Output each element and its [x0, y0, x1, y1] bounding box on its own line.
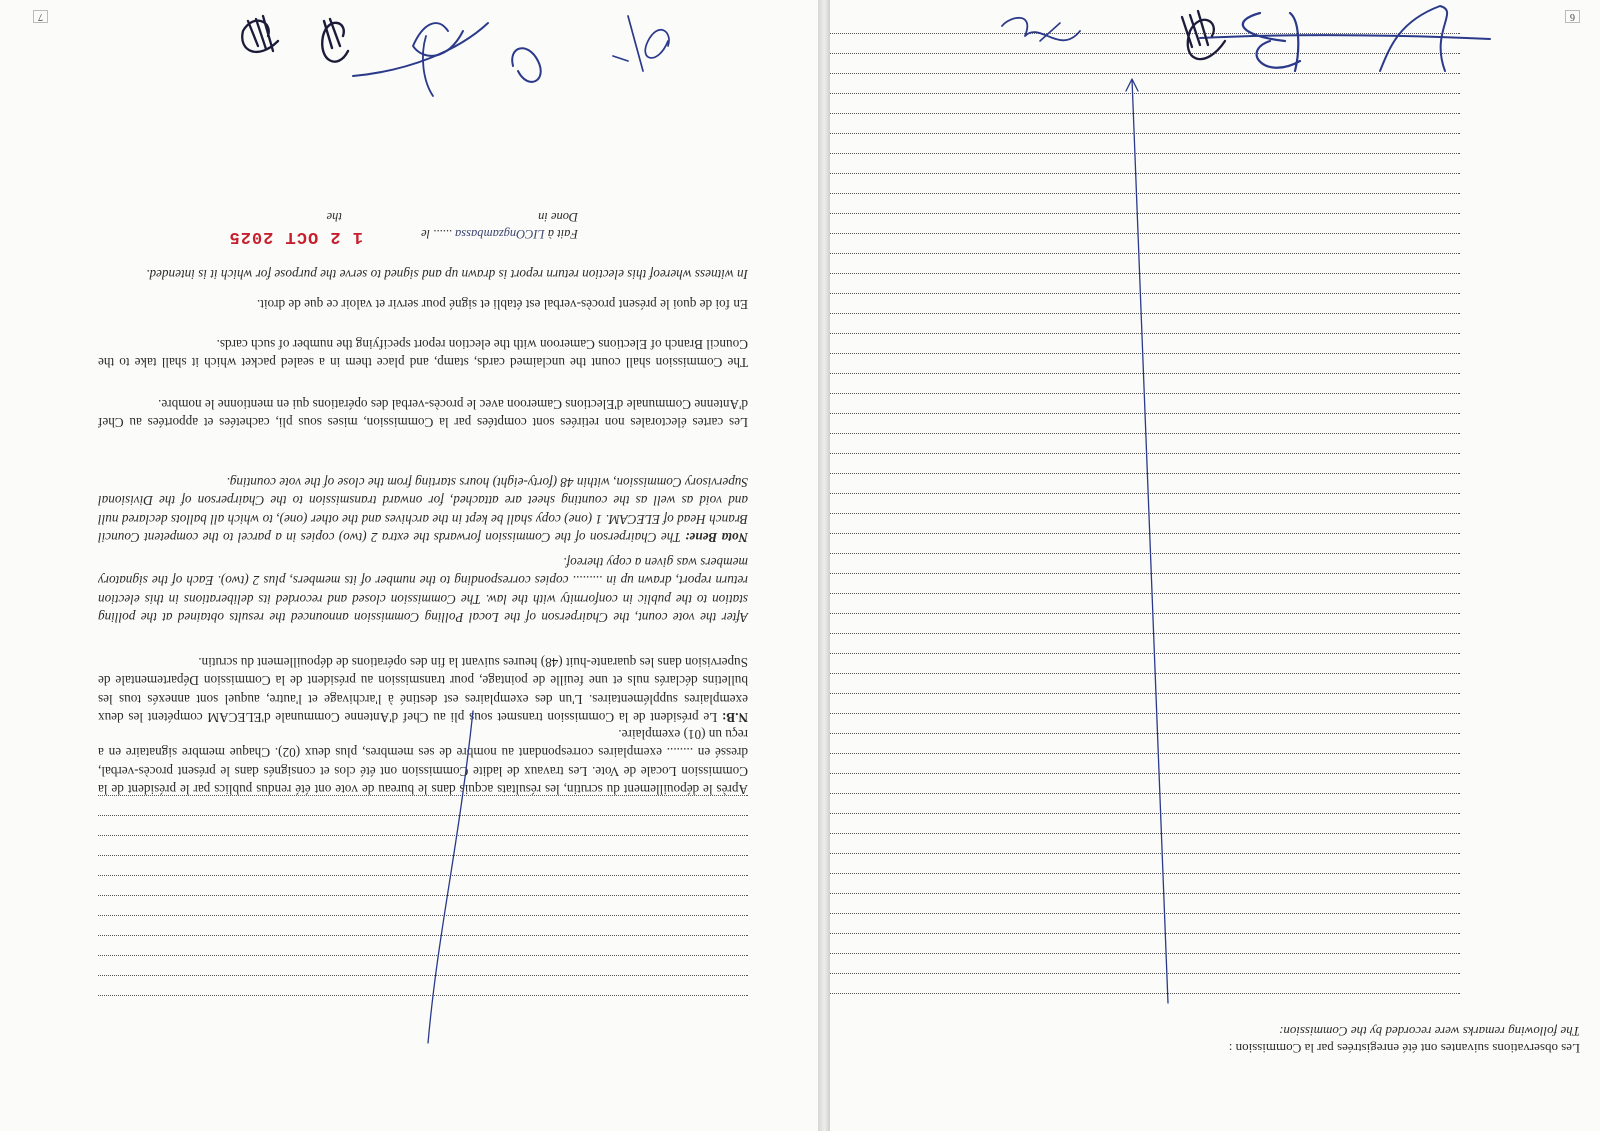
signature-c: [353, 23, 541, 96]
nota-bene-label: Nota Bene:: [685, 530, 748, 545]
signature-4: [1002, 18, 1080, 41]
signature-a: [242, 16, 818, 1131]
place-handwritten: LICOngzambassa: [455, 227, 545, 241]
paragraph-fr-closing: Après le dépouillement du scrutin, les résultats acquis dans le bureau de vote ont été rendus publics par le président de la Commission Locale de Vote. Les travaux de ladite Commission ont été clos et consignés dans le présent procès-verbal, dressé en ........ exemplaires correspondant au nombre de ses membres, plus deux (02). Chaque membre signataire en a reçu un (01) exemplaire.: [98, 726, 748, 797]
book-gutter: [818, 0, 830, 1131]
date-stamp: 1 2 OCT 2025: [228, 227, 363, 246]
nb-text: Le président de la Commission transmet sous pli au Chef d'Antenne Communale d'ELECAM compétent les deux exemplaires supplémentaires. L'un des exemplaires est destiné à l'archivage et l'autre, auquel sont annexés tous les bulletins déclarés nuls et une feuille de pointage, pour transmission au président de la Commission Départementale de Supervision dans les quarante-huit (48) heures suivant la fin des opérations de dépouillement du scrutin.: [98, 654, 748, 725]
the-label: the: [326, 210, 342, 224]
signature-1: [1200, 6, 1490, 71]
nb-label: N.B:: [721, 710, 748, 725]
page-number: 7: [33, 11, 48, 22]
signatures-page-6: [830, 0, 1600, 1131]
paragraph-fr-cards: Les cartes électorales non retirées sont comptées par la Commission, mises sous pli, cachetées et apportées au Chef d'Antenne Communale d'Elections Cameroon avec le procès-verbal des opérations qui en mentionne le nombre.: [98, 396, 748, 430]
signature-2: [1243, 13, 1300, 71]
signature-3: [1182, 11, 1225, 59]
signed-place-date: Fait à LICOngzambassa ...... le Done in the: [326, 210, 578, 241]
remarks-heading-en: The following remarks were recorded by the Commission:: [1278, 1024, 1580, 1039]
signature-b: [322, 19, 348, 62]
page-number: 6: [1565, 11, 1580, 22]
fait-a-label: Fait à: [547, 227, 578, 241]
paragraph-en-witness: In witness whereof this election return report is drawn up and signed to serve the purpose for which it is intended.: [146, 267, 748, 282]
paragraph-en-cards: The Commission shall count the unclaimed cards, stamp, and place them in a sealed packet which it shall take to the Council Branch of Elections Cameroon with the election report specifying the number of such cards.: [98, 336, 748, 370]
remarks-heading-fr: Les observations suivantes ont été enregistrées par la Commission :: [1228, 1041, 1580, 1056]
le-label: le: [421, 227, 431, 241]
signature-d: [613, 16, 669, 71]
page-remarks: [829, 0, 1600, 1131]
paragraph-fr-witness: En foi de quoi le présent procès-verbal est établi et signé pour servir et valoir ce que de droit.: [256, 297, 748, 312]
nota-bene-text: The Chairperson of the Commission forwards the extra 2 (two) copies in a parcel to the competent Council Branch Head of ELECAM. 1 (one) copy shall be kept in the archives and the other (one), to which all ballots declared null and void as well as the counting sheet are attached, for onward transmission to the Chairperson of the Divisional Supervisory Commission, within 48 (forty-eight) hours starting from the close of the vote counting.: [97, 474, 748, 545]
done-in-label: Done in: [538, 210, 578, 224]
paragraph-en-closing: After the vote count, the Chairperson of the Local Polling Commission announced the results obtained at the polling station to the public in conformity with the law. The Commission closed and recorded its deliberations in this election return report, drawn up in ......... copies corresponding to the number of its members, plus 2 (two). Each of the signatory members was given a copy thereof.: [98, 554, 748, 625]
